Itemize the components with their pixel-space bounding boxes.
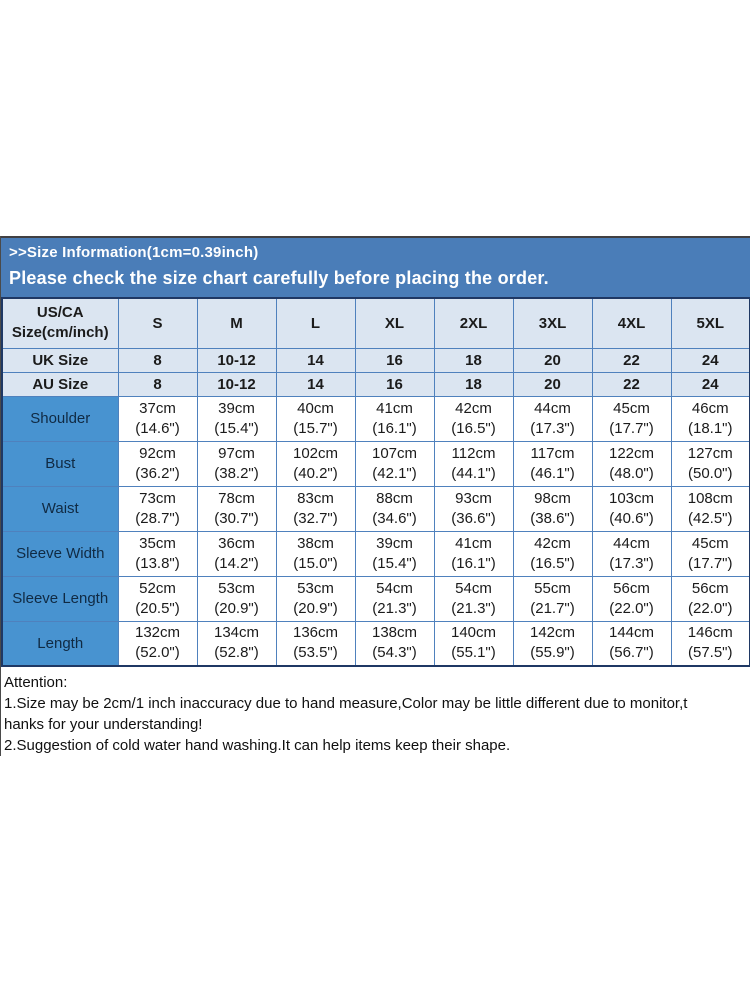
measurement-label: Bust xyxy=(2,441,118,486)
size-column-header: 2XL xyxy=(434,298,513,348)
measurement-cell xyxy=(671,531,750,576)
measurement-inch: (54.3") xyxy=(372,644,417,662)
measurement-inch: (38.2") xyxy=(214,464,259,482)
attention-line-2: hanks for your understanding! xyxy=(4,716,203,733)
attention-note xyxy=(1,667,750,756)
measurement-cm: 136cm xyxy=(292,624,339,642)
measurement-inch: (53.5") xyxy=(293,644,338,662)
measurement-cm: 55cm xyxy=(534,579,571,597)
measurement-cm: 138cm xyxy=(371,624,418,642)
measurement-cm: 56cm xyxy=(613,579,650,597)
measurement-cell xyxy=(118,396,197,441)
table-body xyxy=(2,348,750,666)
measurement-cm: 41cm xyxy=(455,534,492,552)
measurement-row xyxy=(2,576,750,621)
measurement-cm: 127cm xyxy=(687,444,733,462)
measurement-cell xyxy=(513,621,592,666)
measurement-inch: (42.5") xyxy=(687,509,733,527)
measurement-inch: (14.2") xyxy=(214,554,259,572)
measurement-cm: 54cm xyxy=(455,579,492,597)
banner-title: >>Size Information(1cm=0.39inch) xyxy=(9,244,259,261)
measurement-row xyxy=(2,531,750,576)
measurement-label: Sleeve Length xyxy=(2,576,118,621)
measurement-cm: 56cm xyxy=(691,579,729,597)
size-column-header: XL xyxy=(355,298,434,348)
measurement-cell xyxy=(513,576,592,621)
attention-line-1: 1.Size may be 2cm/1 inch inaccuracy due to hand measure,Color may be little different due to monitor,t xyxy=(4,695,688,712)
measurement-cm: 41cm xyxy=(376,399,413,417)
measurement-cm: 39cm xyxy=(376,534,413,552)
measurement-cell xyxy=(592,396,671,441)
measurement-cell xyxy=(671,621,750,666)
measurement-inch: (20.9") xyxy=(293,599,338,617)
measurement-cm: 83cm xyxy=(297,489,334,507)
measurement-cm: 97cm xyxy=(218,444,255,462)
size-value-cell: 14 xyxy=(276,348,355,372)
measurement-cell xyxy=(276,531,355,576)
measurement-inch: (46.1") xyxy=(530,464,575,482)
measurement-row xyxy=(2,621,750,666)
measurement-cm: 42cm xyxy=(455,399,492,417)
size-value-cell: 8 xyxy=(118,372,197,396)
measurement-cm: 98cm xyxy=(534,489,571,507)
us-ca-size-header xyxy=(2,298,118,348)
measurement-cm: 78cm xyxy=(218,489,255,507)
measurement-inch: (56.7") xyxy=(609,644,654,662)
measurement-cm: 93cm xyxy=(455,489,492,507)
measurement-cell xyxy=(355,486,434,531)
measurement-cm: 146cm xyxy=(687,624,733,642)
measurement-cm: 45cm xyxy=(691,534,729,552)
measurement-inch: (16.5") xyxy=(530,554,575,572)
measurement-inch: (50.0") xyxy=(687,464,733,482)
measurement-cell xyxy=(592,531,671,576)
us-ca-header-line1: US/CA xyxy=(36,304,84,322)
us-ca-header-line2: Size(cm/inch) xyxy=(11,324,109,342)
measurement-inch: (57.5") xyxy=(687,644,733,662)
size-table xyxy=(1,297,750,667)
measurement-cell xyxy=(513,396,592,441)
measurement-row xyxy=(2,441,750,486)
size-column-header: L xyxy=(276,298,355,348)
measurement-cm: 38cm xyxy=(297,534,334,552)
size-value-cell: 10-12 xyxy=(197,372,276,396)
measurement-inch: (17.7") xyxy=(609,419,654,437)
measurement-inch: (21.3") xyxy=(451,599,496,617)
measurement-cell xyxy=(276,486,355,531)
measurement-inch: (15.0") xyxy=(293,554,338,572)
measurement-cm: 44cm xyxy=(613,534,650,552)
measurement-cell xyxy=(434,486,513,531)
measurement-label: Length xyxy=(2,621,118,666)
measurement-cm: 35cm xyxy=(139,534,176,552)
measurement-cm: 45cm xyxy=(613,399,650,417)
measurement-cell xyxy=(592,576,671,621)
measurement-inch: (21.7") xyxy=(530,599,575,617)
size-value-cell: 24 xyxy=(671,372,750,396)
size-value-cell: 10-12 xyxy=(197,348,276,372)
measurement-inch: (40.6") xyxy=(609,509,654,527)
measurement-cell xyxy=(118,486,197,531)
measurement-inch: (15.7") xyxy=(293,419,338,437)
size-column-header: 3XL xyxy=(513,298,592,348)
measurement-inch: (55.1") xyxy=(451,644,496,662)
measurement-inch: (16.5") xyxy=(451,419,496,437)
measurement-cell xyxy=(197,621,276,666)
measurement-inch: (38.6") xyxy=(530,509,575,527)
measurement-inch: (18.1") xyxy=(687,419,733,437)
size-value-cell: 18 xyxy=(434,372,513,396)
measurement-cm: 140cm xyxy=(450,624,497,642)
size-value-cell: 18 xyxy=(434,348,513,372)
measurement-cell xyxy=(355,441,434,486)
measurement-cell xyxy=(276,441,355,486)
measurement-cm: 92cm xyxy=(139,444,176,462)
measurement-label: Sleeve Width xyxy=(2,531,118,576)
measurement-cell xyxy=(671,576,750,621)
measurement-cell xyxy=(118,621,197,666)
size-info-banner xyxy=(1,236,750,297)
measurement-cell xyxy=(434,396,513,441)
measurement-cell xyxy=(355,396,434,441)
measurement-row xyxy=(2,396,750,441)
measurement-inch: (17.7") xyxy=(687,554,733,572)
measurement-cm: 40cm xyxy=(297,399,334,417)
measurement-cell xyxy=(434,621,513,666)
measurement-cm: 44cm xyxy=(534,399,571,417)
measurement-cm: 73cm xyxy=(139,489,176,507)
measurement-cell xyxy=(434,576,513,621)
measurement-inch: (17.3") xyxy=(609,554,654,572)
measurement-inch: (34.6") xyxy=(372,509,417,527)
measurement-cm: 134cm xyxy=(213,624,260,642)
measurement-inch: (28.7") xyxy=(135,509,180,527)
banner-warning: Please check the size chart carefully before placing the order. xyxy=(9,268,549,288)
measurement-inch: (32.7") xyxy=(293,509,338,527)
measurement-label: Shoulder xyxy=(2,396,118,441)
size-column-header: 4XL xyxy=(592,298,671,348)
measurement-cm: 122cm xyxy=(608,444,655,462)
measurement-cm: 117cm xyxy=(530,444,575,462)
measurement-cell xyxy=(197,396,276,441)
measurement-cm: 107cm xyxy=(371,444,418,462)
measurement-cm: 52cm xyxy=(139,579,176,597)
measurement-cm: 53cm xyxy=(218,579,255,597)
measurement-cell xyxy=(434,531,513,576)
measurement-cell xyxy=(197,441,276,486)
measurement-row xyxy=(2,486,750,531)
measurement-cell xyxy=(355,531,434,576)
size-value-cell: 22 xyxy=(592,348,671,372)
measurement-cell xyxy=(276,576,355,621)
measurement-cm: 42cm xyxy=(534,534,571,552)
measurement-cell xyxy=(118,576,197,621)
size-column-header: 5XL xyxy=(671,298,750,348)
measurement-cell xyxy=(434,441,513,486)
measurement-cm: 88cm xyxy=(376,489,413,507)
measurement-inch: (30.7") xyxy=(214,509,259,527)
size-chart-sheet xyxy=(0,236,750,756)
measurement-cell xyxy=(197,486,276,531)
header-row xyxy=(2,298,750,348)
row-label: UK Size xyxy=(2,348,118,372)
measurement-cell xyxy=(671,486,750,531)
measurement-inch: (15.4") xyxy=(214,419,259,437)
measurement-cell xyxy=(513,441,592,486)
measurement-cm: 46cm xyxy=(691,399,729,417)
measurement-cell xyxy=(513,486,592,531)
measurement-cm: 36cm xyxy=(218,534,255,552)
table-header xyxy=(2,298,750,348)
measurement-cell xyxy=(118,441,197,486)
size-value-cell: 14 xyxy=(276,372,355,396)
measurement-cm: 132cm xyxy=(134,624,181,642)
size-conversion-row xyxy=(2,348,750,372)
measurement-cm: 142cm xyxy=(529,624,576,642)
measurement-cm: 37cm xyxy=(139,399,176,417)
size-value-cell: 22 xyxy=(592,372,671,396)
size-column-header: S xyxy=(118,298,197,348)
measurement-inch: (22.0") xyxy=(687,599,733,617)
measurement-inch: (17.3") xyxy=(530,419,575,437)
measurement-cell xyxy=(197,531,276,576)
measurement-cell xyxy=(276,396,355,441)
measurement-inch: (48.0") xyxy=(609,464,654,482)
size-value-cell: 16 xyxy=(355,348,434,372)
row-label: AU Size xyxy=(2,372,118,396)
measurement-cm: 103cm xyxy=(608,489,655,507)
measurement-inch: (40.2") xyxy=(293,464,338,482)
measurement-cell xyxy=(197,576,276,621)
size-value-cell: 20 xyxy=(513,348,592,372)
measurement-label: Waist xyxy=(2,486,118,531)
size-value-cell: 20 xyxy=(513,372,592,396)
measurement-cm: 39cm xyxy=(218,399,255,417)
size-value-cell: 8 xyxy=(118,348,197,372)
measurement-inch: (21.3") xyxy=(372,599,417,617)
measurement-cell xyxy=(355,576,434,621)
measurement-inch: (14.6") xyxy=(135,419,180,437)
measurement-cell xyxy=(118,531,197,576)
measurement-cell xyxy=(592,486,671,531)
measurement-cm: 108cm xyxy=(687,489,733,507)
measurement-cell xyxy=(671,441,750,486)
measurement-inch: (42.1") xyxy=(372,464,417,482)
size-value-cell: 16 xyxy=(355,372,434,396)
measurement-cm: 102cm xyxy=(292,444,339,462)
measurement-inch: (44.1") xyxy=(451,464,496,482)
size-value-cell: 24 xyxy=(671,348,750,372)
measurement-cm: 144cm xyxy=(608,624,655,642)
measurement-cell xyxy=(592,441,671,486)
size-column-header: M xyxy=(197,298,276,348)
measurement-inch: (20.9") xyxy=(214,599,259,617)
measurement-inch: (52.0") xyxy=(135,644,180,662)
measurement-cm: 112cm xyxy=(451,444,496,462)
measurement-inch: (55.9") xyxy=(530,644,575,662)
measurement-inch: (16.1") xyxy=(372,419,417,437)
attention-line-3: 2.Suggestion of cold water hand washing.It can help items keep their shape. xyxy=(4,737,511,754)
measurement-inch: (36.6") xyxy=(451,509,496,527)
measurement-inch: (22.0") xyxy=(609,599,654,617)
measurement-cm: 53cm xyxy=(297,579,334,597)
measurement-inch: (52.8") xyxy=(214,644,259,662)
measurement-cell xyxy=(276,621,355,666)
attention-heading: Attention: xyxy=(4,674,68,691)
measurement-cell xyxy=(513,531,592,576)
measurement-cell xyxy=(671,396,750,441)
measurement-cm: 54cm xyxy=(376,579,413,597)
measurement-cell xyxy=(592,621,671,666)
measurement-inch: (15.4") xyxy=(372,554,417,572)
size-conversion-row xyxy=(2,372,750,396)
measurement-inch: (20.5") xyxy=(135,599,180,617)
measurement-inch: (16.1") xyxy=(451,554,496,572)
measurement-inch: (36.2") xyxy=(135,464,180,482)
measurement-cell xyxy=(355,621,434,666)
measurement-inch: (13.8") xyxy=(135,554,180,572)
